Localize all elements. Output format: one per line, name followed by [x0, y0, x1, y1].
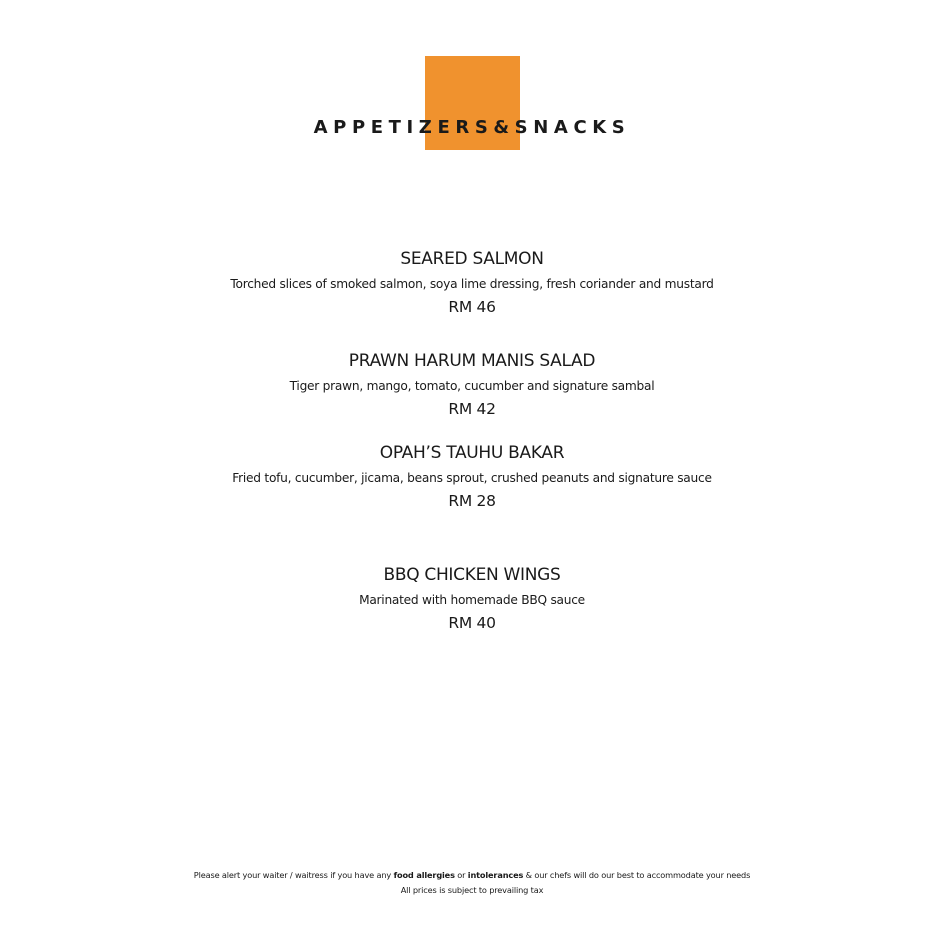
item-price: RM 28 — [448, 492, 496, 510]
allergy-notice — [0, 868, 944, 883]
menu-item-tauhu-bakar — [0, 442, 944, 511]
item-name: SEARED SALMON — [400, 249, 544, 269]
item-description: Tiger prawn, mango, tomato, cucumber and signature sambal — [289, 379, 655, 393]
menu-item-bbq-wings — [0, 564, 944, 633]
item-description: Fried tofu, cucumber, jicama, beans sprout, crushed peanuts and signature sauce — [232, 471, 712, 485]
allergy-notice-prefix: Please alert your waiter / waitress if you have any — [193, 870, 394, 880]
item-price: RM 40 — [448, 614, 496, 632]
item-price: RM 46 — [448, 298, 496, 316]
item-name: OPAH’S TAUHU BAKAR — [379, 443, 565, 463]
allergy-notice-suffix: & our chefs will do our best to accommodate your needs — [523, 870, 751, 880]
menu-item-seared-salmon — [0, 248, 944, 317]
item-description: Torched slices of smoked salmon, soya lime dressing, fresh coriander and mustard — [230, 277, 714, 291]
menu-item-prawn-salad — [0, 350, 944, 419]
item-price: RM 42 — [448, 400, 496, 418]
item-name: BBQ CHICKEN WINGS — [383, 565, 561, 585]
tax-note: All prices is subject to prevailing tax — [400, 885, 544, 895]
page-title: APPETIZERS&SNACKS — [313, 117, 631, 138]
footer-notice — [0, 868, 944, 898]
item-name: PRAWN HARUM MANIS SALAD — [348, 351, 596, 371]
food-allergies-emphasis: food allergies — [393, 870, 455, 880]
intolerances-emphasis: intolerances — [467, 870, 524, 880]
allergy-notice-connector: or — [454, 870, 468, 880]
item-description: Marinated with homemade BBQ sauce — [359, 593, 585, 607]
